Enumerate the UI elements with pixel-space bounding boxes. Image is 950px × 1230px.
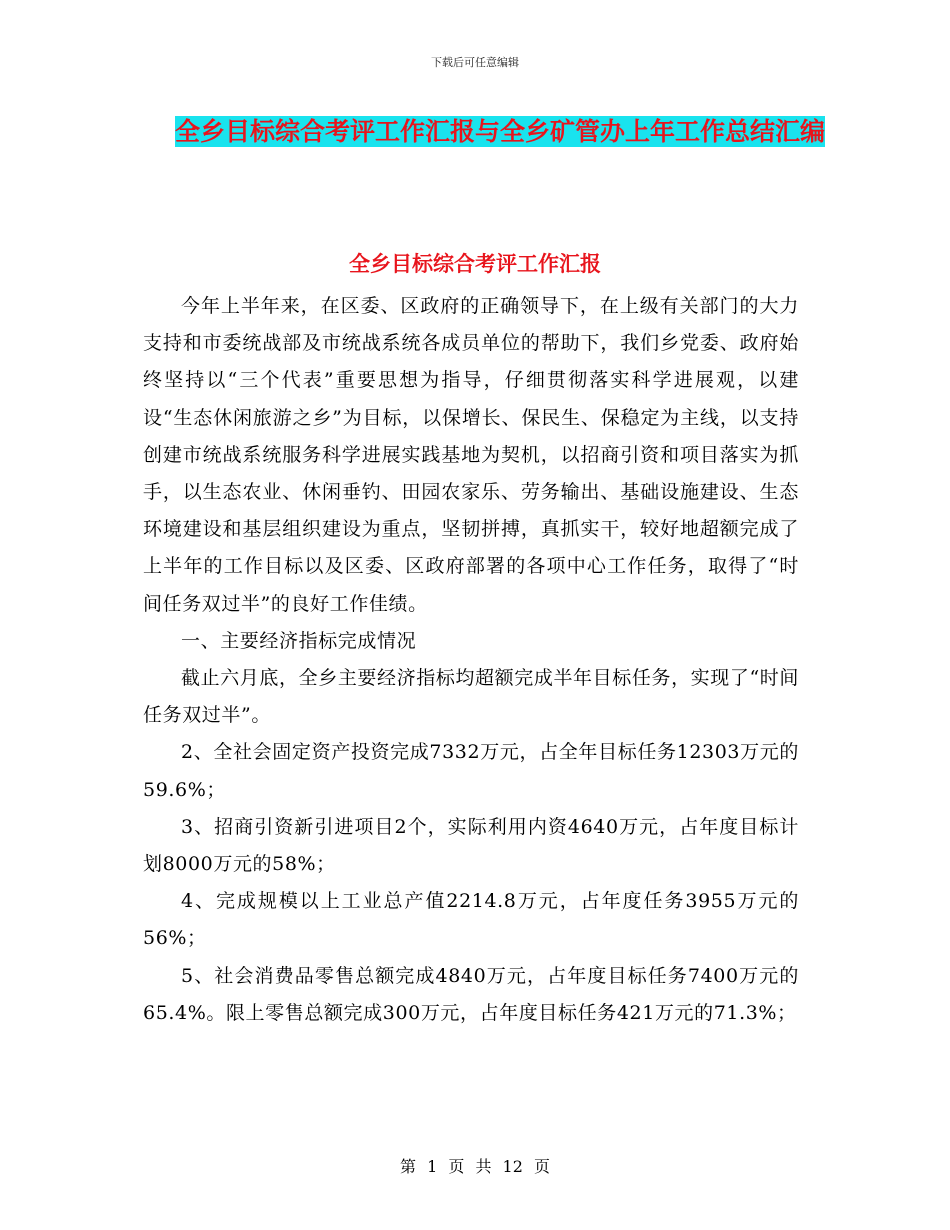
paragraph-item-4: 4、完成规模以上工业总产值2214.8万元，占年度任务3955万元的56%； — [143, 890, 799, 950]
paragraph-heading-1: 一、主要经济指标完成情况 — [181, 629, 417, 652]
document-title — [140, 108, 860, 156]
document-title-text: 全乡目标综合考评工作汇报与全乡矿管办上年工作总结汇编 — [174, 117, 825, 146]
page-header-note: 下载后可任意编辑 — [431, 56, 519, 69]
paragraph-item-3: 3、招商引资新引进项目2个，实际利用内资4640万元，占年度目标计划8000万元的58%； — [143, 815, 799, 876]
page-footer: 第 1 页 共 12 页 — [400, 1157, 550, 1176]
section-title: 全乡目标综合考评工作汇报 — [349, 252, 601, 276]
paragraph-intro: 今年上半年来，在区委、区政府的正确领导下，在上级有关部门的大力支持和市委统战部及市统战系统各成员单位的帮助下，我们乡党委、政府始终坚持以“三个代表”重要思想为指导，仔细贯彻落实科学进展观，以建设“生态休闲旅游之乡”为目标，以保增长、保民生、保稳定为主线，以支持创建市统战系统服务科学进展实践基地为契机，以招商引资和项目落实为抓手，以生态农业、休闲垂钓、田园农家乐、劳务输出、基础设施建设、生态环境建设和基层组织建设为重点，坚韧拼搏，真抓实干，较好地超额完成了上半年的工作目标以及区委、区政府部署的各项中心工作任务，取得了“时间任务双过半”的良好工作佳绩。 — [143, 295, 799, 615]
document-body — [143, 288, 799, 1032]
paragraph-summary: 截止六月底，全乡主要经济指标均超额完成半年目标任务，实现了“时间任务双过半”。 — [143, 667, 799, 727]
paragraph-item-2: 2、全社会固定资产投资完成7332万元，占全年目标任务12303万元的59.6%； — [143, 741, 799, 801]
paragraph-item-5: 5、社会消费品零售总额完成4840万元，占年度目标任务7400万元的65.4%。限上零售总额完成300万元，占年度目标任务421万元的71.3%； — [143, 964, 799, 1024]
